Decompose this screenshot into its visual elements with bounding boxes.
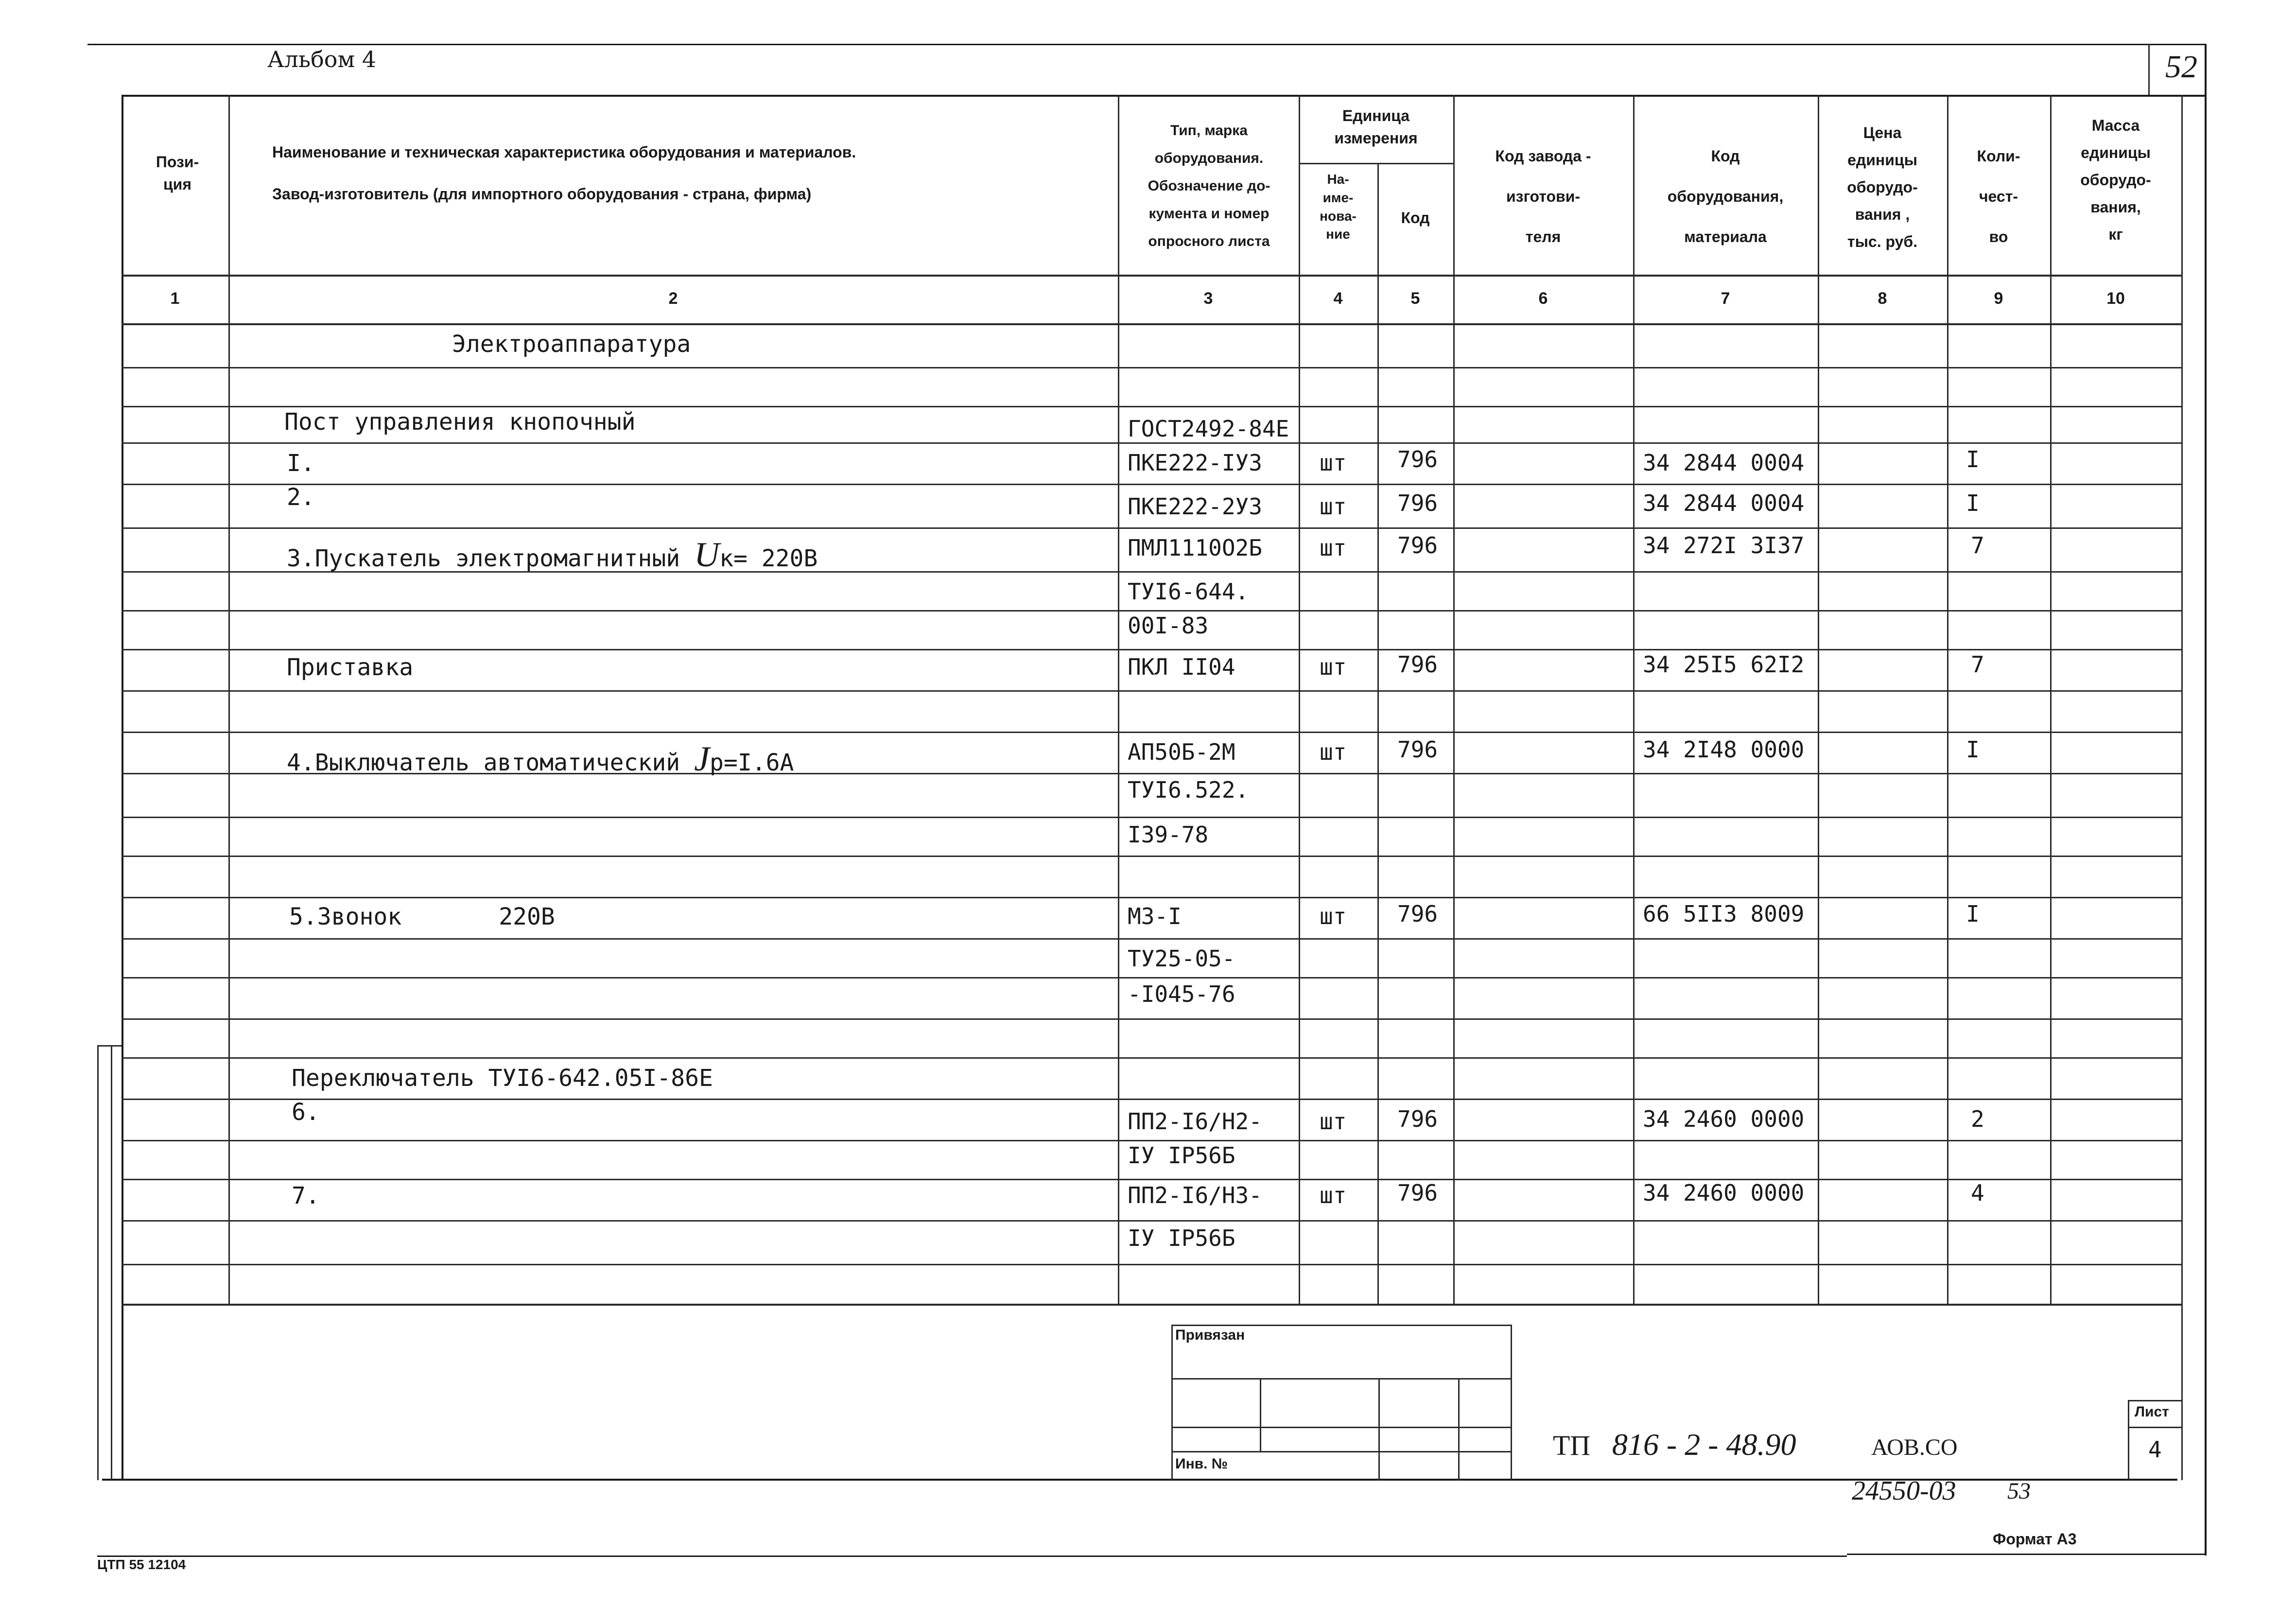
list-number: 4 bbox=[2148, 1436, 2162, 1463]
colnum-9: 9 bbox=[1994, 289, 2003, 308]
row-line bbox=[122, 406, 2182, 407]
row-line bbox=[122, 732, 2182, 733]
row-line bbox=[122, 527, 2182, 529]
stamp-privyazan: Привязан bbox=[1175, 1327, 1245, 1343]
row-line bbox=[122, 817, 2182, 818]
r5-type: АП50Б-2М bbox=[1128, 739, 1235, 765]
r3-eq-code: 34 272I 3I37 bbox=[1643, 532, 1805, 559]
archive-page: 53 bbox=[2007, 1478, 2031, 1504]
r8-b: IУ IР56Б bbox=[1128, 1225, 1235, 1251]
r6-unit: шт bbox=[1320, 903, 1347, 929]
r6-tu1: ТУ25-05- bbox=[1128, 945, 1235, 972]
r6-type: МЗ-I bbox=[1128, 903, 1182, 929]
list-box-mid bbox=[2128, 1427, 2181, 1428]
r5-qty: I bbox=[1966, 736, 1980, 763]
doc-code: ТП 816 - 2 - 48.90 АОВ.СО bbox=[1553, 1427, 1958, 1462]
colnum-2: 2 bbox=[668, 289, 678, 308]
r2-qty: I bbox=[1966, 490, 1980, 516]
hdr-c5: Код bbox=[1401, 209, 1430, 227]
r7-code: 796 bbox=[1397, 1106, 1438, 1132]
row-line bbox=[122, 856, 2182, 857]
hdr-c6: Код завода - изготови- теля bbox=[1495, 147, 1591, 246]
r1-eq-code: 34 2844 0004 bbox=[1643, 450, 1805, 476]
stamp-vline bbox=[1378, 1378, 1380, 1480]
stamp-line bbox=[1171, 1378, 1512, 1380]
r7-unit: шт bbox=[1320, 1108, 1347, 1135]
r4-eq-code: 34 25I5 62I2 bbox=[1643, 651, 1805, 678]
hdr-c10: Масса единицы оборудо- вания, кг bbox=[2080, 117, 2151, 243]
r1-code: 796 bbox=[1397, 446, 1438, 472]
footer-line bbox=[97, 1556, 1847, 1557]
archive-number: 24550-03 bbox=[1852, 1476, 1956, 1506]
row-line bbox=[122, 1264, 2182, 1265]
col-line-10 bbox=[2181, 95, 2183, 1480]
stamp-vline bbox=[1260, 1378, 1261, 1451]
colnum-6: 6 bbox=[1538, 289, 1548, 308]
stamp-top bbox=[1171, 1325, 1512, 1326]
bottom-left-code: ЦТП 55 12104 bbox=[97, 1557, 186, 1572]
stamp-line bbox=[1171, 1451, 1512, 1452]
hdr-c8: Цена единицы оборудо- вания , тыс. руб. bbox=[1847, 124, 1918, 250]
table-bottom-line bbox=[122, 1304, 2182, 1306]
r4-name: Приставка bbox=[287, 654, 414, 681]
row-line bbox=[122, 1220, 2182, 1222]
row-line bbox=[122, 1099, 2182, 1100]
r3-name: 3.Пускатель электромагнитный Uк= 220В bbox=[287, 535, 818, 574]
page-box-border bbox=[2148, 44, 2150, 95]
stamp-vline bbox=[1458, 1378, 1460, 1480]
page-number: 52 bbox=[2165, 49, 2197, 85]
col-line-4 bbox=[1377, 163, 1379, 1305]
post-title: Пост управления кнопочный bbox=[284, 408, 636, 436]
row-line bbox=[122, 977, 2182, 979]
r6-code: 796 bbox=[1397, 901, 1438, 927]
r6-name: 5.Звонок 220В bbox=[289, 903, 555, 930]
r7-name: 6. bbox=[292, 1099, 320, 1126]
r8-name: 7. bbox=[292, 1182, 320, 1209]
list-box-left bbox=[2128, 1400, 2129, 1480]
r7-type: ПП2-I6/Н2- bbox=[1128, 1108, 1262, 1135]
hdr-c2: Наименование и техническая характеристика оборудования и материалов. Завод-изготовитель (для импортного оборудования - страна, фирма) bbox=[272, 143, 856, 203]
r8-code: 796 bbox=[1397, 1180, 1438, 1206]
right-border bbox=[2205, 44, 2207, 1556]
r4-qty: 7 bbox=[1971, 651, 1984, 678]
r5-tu2: I39-78 bbox=[1128, 821, 1209, 848]
row-line bbox=[122, 610, 2182, 612]
row-line bbox=[122, 1179, 2182, 1180]
r7-qty: 2 bbox=[1971, 1106, 1984, 1132]
format-label: Формат А3 bbox=[1993, 1530, 2077, 1548]
row-line bbox=[122, 367, 2182, 368]
colnum-7: 7 bbox=[1721, 289, 1730, 308]
r3-code: 796 bbox=[1397, 532, 1438, 559]
colnum-1: 1 bbox=[170, 289, 180, 308]
r2-type: ПКЕ222-2УЗ bbox=[1128, 493, 1262, 520]
r1-type: ПКЕ222-IУЗ bbox=[1128, 450, 1262, 476]
r3-tu1: ТУI6-644. bbox=[1128, 578, 1249, 605]
list-label: Лист bbox=[2135, 1404, 2169, 1420]
r6-eq-code: 66 5II3 8009 bbox=[1643, 901, 1805, 927]
binding-strip-top bbox=[97, 1045, 122, 1047]
r5-unit: шт bbox=[1320, 739, 1347, 765]
hdr-c4: На- име- нова- ние bbox=[1320, 172, 1357, 242]
r8-qty: 4 bbox=[1971, 1180, 1984, 1206]
r7-eq-code: 34 2460 0000 bbox=[1643, 1106, 1805, 1132]
r1-qty: I bbox=[1966, 446, 1980, 472]
r3-symbol: U bbox=[694, 535, 720, 574]
list-box-top bbox=[2128, 1400, 2181, 1401]
r8-unit: шт bbox=[1320, 1182, 1347, 1208]
album-title: Альбом 4 bbox=[267, 46, 377, 72]
stamp-line bbox=[1171, 1427, 1512, 1428]
row-line bbox=[122, 442, 2182, 444]
hdr-c9: Коли- чест- во bbox=[1977, 147, 2020, 246]
r2-name: 2. bbox=[287, 484, 315, 511]
r5-name: 4.Выключатель автоматический Jр=I.6А bbox=[287, 739, 794, 778]
colnum-10: 10 bbox=[2106, 289, 2125, 308]
r6-qty: I bbox=[1966, 901, 1980, 927]
r5-symbol: J bbox=[694, 739, 710, 778]
colnum-8: 8 bbox=[1878, 289, 1887, 308]
binding-strip-inner bbox=[111, 1045, 112, 1480]
colnum-3: 3 bbox=[1203, 289, 1213, 308]
r4-code: 796 bbox=[1397, 651, 1438, 678]
r4-unit: шт bbox=[1320, 654, 1347, 680]
r2-unit: шт bbox=[1320, 493, 1347, 520]
switch-title: Переключатель ТУI6-642.05I-86Е bbox=[292, 1065, 713, 1092]
stamp-right bbox=[1511, 1325, 1512, 1480]
binding-strip-border bbox=[97, 1045, 99, 1480]
row-line bbox=[122, 1018, 2182, 1020]
hdr-c1: Пози- ция bbox=[156, 153, 199, 193]
row-line bbox=[122, 649, 2182, 650]
row-line bbox=[122, 1057, 2182, 1059]
colnum-4: 4 bbox=[1333, 289, 1343, 308]
row-line bbox=[122, 484, 2182, 485]
colnum-5: 5 bbox=[1410, 289, 1420, 308]
row-line bbox=[122, 938, 2182, 940]
r8-eq-code: 34 2460 0000 bbox=[1643, 1180, 1805, 1206]
r3-qty: 7 bbox=[1971, 532, 1984, 559]
r2-code: 796 bbox=[1397, 490, 1438, 516]
r5-tu1: ТУI6.522. bbox=[1128, 777, 1249, 803]
row-line bbox=[122, 690, 2182, 692]
row-line bbox=[122, 897, 2182, 898]
unit-group-line bbox=[1299, 163, 1453, 164]
r8-type: ПП2-I6/Н3- bbox=[1128, 1182, 1262, 1208]
r7-b: IУ IР56Б bbox=[1128, 1142, 1235, 1169]
row-line bbox=[122, 1140, 2182, 1141]
top-edge bbox=[87, 44, 2207, 45]
r3-type: ПМЛ1110О2Б bbox=[1128, 535, 1262, 561]
colnum-bottom-line bbox=[122, 323, 2182, 325]
section-title: Электроаппаратура bbox=[452, 331, 691, 358]
r5-code: 796 bbox=[1397, 736, 1438, 763]
r6-tu2: -I045-76 bbox=[1128, 981, 1235, 1007]
hdr-c7: Код оборудования, материала bbox=[1667, 147, 1784, 246]
hdr-c45-group: Единица измерения bbox=[1334, 107, 1418, 147]
footer-line-right bbox=[1847, 1554, 2207, 1555]
stamp-left bbox=[1171, 1325, 1173, 1480]
r3-unit: шт bbox=[1320, 535, 1347, 561]
r3-tu2: 00I-83 bbox=[1128, 612, 1209, 639]
stamp-inv: Инв. № bbox=[1175, 1456, 1228, 1472]
doc-code-handwritten: 816 - 2 - 48.90 bbox=[1612, 1427, 1796, 1462]
table-top-border bbox=[122, 95, 2207, 97]
header-bottom-line bbox=[122, 275, 2182, 277]
r5-eq-code: 34 2I48 0000 bbox=[1643, 736, 1805, 763]
post-gost: ГОСТ2492-84Е bbox=[1128, 416, 1289, 442]
r4-type: ПКЛ II04 bbox=[1128, 654, 1235, 680]
r2-eq-code: 34 2844 0004 bbox=[1643, 490, 1805, 516]
r1-name: I. bbox=[287, 450, 315, 477]
r1-unit: шт bbox=[1320, 450, 1347, 476]
hdr-c3: Тип, марка оборудования. Обозначение до- кумента и номер опросного листа bbox=[1148, 122, 1270, 249]
